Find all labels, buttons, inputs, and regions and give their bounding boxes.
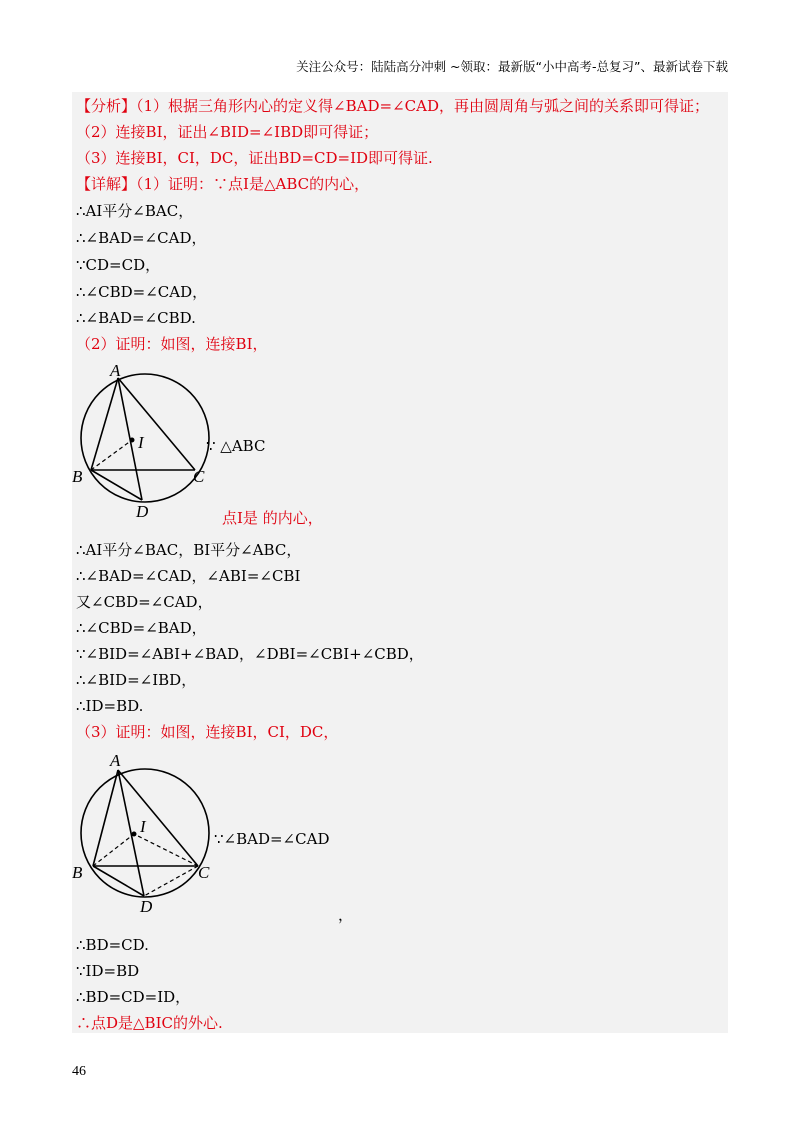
fig1-label-C: C (193, 467, 205, 486)
part3-line-3: ∴BD=CD=ID， (76, 988, 191, 1006)
fig2-label-B: B (72, 863, 83, 882)
part2-line-5: ∵∠BID=∠ABI+∠BAD，∠DBI=∠CBI+∠CBD， (76, 645, 424, 663)
detail-line-4: ∵CD=CD， (76, 256, 161, 274)
fig2-label-C: C (198, 863, 210, 882)
part2-line-1: ∴AI平分∠BAC，BI平分∠ABC， (76, 541, 302, 559)
analysis-line-3: （3）连接BI，CI，DC，证出BD=CD=ID即可得证. (76, 149, 433, 167)
fig1-label-B: B (72, 467, 83, 486)
analysis-line-2: （2）连接BI，证出∠BID=∠IBD即可得证； (76, 123, 379, 141)
part2-line-4: ∴∠CBD=∠BAD， (76, 619, 207, 637)
detail-line-3: ∴∠BAD=∠CAD， (76, 229, 207, 247)
part3-line-4: ∴点D是△BIC的外心. (76, 1014, 223, 1032)
part2-heading: （2）证明：如图，连接BI， (76, 335, 268, 353)
fig1-label-D: D (136, 502, 149, 520)
page-header: 关注公众号：陆陆高分冲刺 ~领取：最新版“小中高考-总复习”、最新试卷下载 (296, 59, 728, 74)
part2-line-2: ∴∠BAD=∠CAD，∠ABI=∠CBI (76, 567, 301, 585)
fig1-label-I: I (138, 433, 144, 452)
geometry-figure-1 (70, 360, 220, 520)
detail-line-6: ∴∠BAD=∠CBD. (76, 309, 196, 327)
detail-line-2: ∴AI平分∠BAC， (76, 202, 194, 220)
fig1-side-text: ∵ △ABC (206, 437, 266, 455)
detail-line-1: 【详解】（1）证明：∵点I是△ABC的内心， (76, 175, 370, 193)
fig1-label-A: A (110, 361, 121, 380)
part3-line-2: ∵ID=BD (76, 962, 140, 980)
fig2-side-text: ∵∠BAD=∠CAD (214, 830, 330, 848)
part3-line-1: ∴BD=CD. (76, 936, 149, 954)
detail-line-5: ∴∠CBD=∠CAD， (76, 283, 208, 301)
fig2-label-A: A (110, 751, 121, 770)
fig2-label-I: I (140, 817, 146, 836)
part2-line-6: ∴∠BID=∠IBD， (76, 671, 197, 689)
geometry-figure-2 (70, 748, 220, 918)
analysis-line-1: 【分析】（1）根据三角形内心的定义得∠BAD=∠CAD，再由圆周角与弧之间的关系即可得证； (76, 97, 709, 115)
part2-line-7: ∴ID=BD. (76, 697, 144, 715)
part3-heading: （3）证明：如图，连接BI，CI，DC， (76, 723, 339, 741)
fig2-label-D: D (140, 897, 153, 916)
page-number: 46 (72, 1064, 86, 1079)
fig1-incenter-text: 点I是 的内心， (222, 509, 323, 527)
part2-line-3: 又∠CBD=∠CAD， (76, 593, 213, 611)
fig2-comma: ， (338, 906, 354, 924)
